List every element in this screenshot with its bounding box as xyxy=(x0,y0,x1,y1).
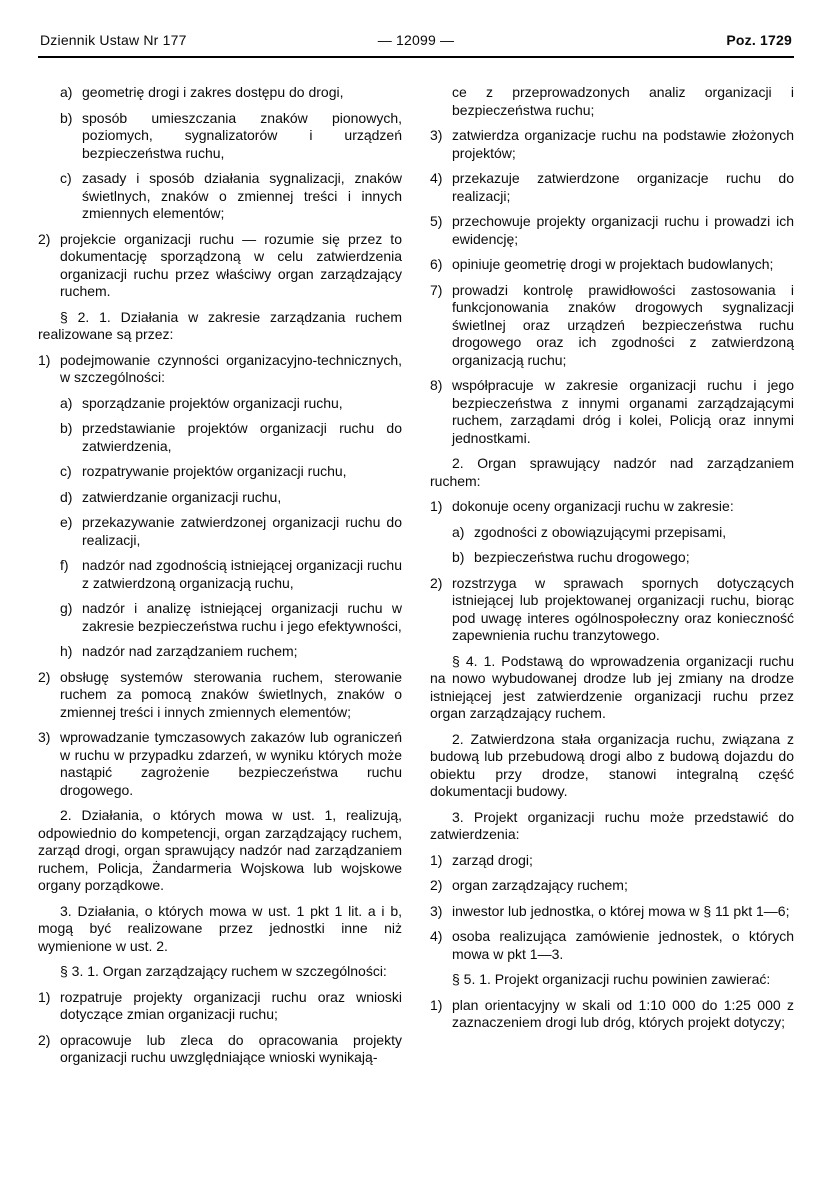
item-text: wprowadzanie tymczasowych zakazów lub ograniczeń w ruchu w przypadku zdarzeń, w wyniku których może nastąpić zagrożenie bezpieczeństwa ruchu drogowego. xyxy=(60,729,402,798)
item-text: nadzór nad zgodnością istniejącej organizacji ruchu z zatwierdzoną organizacją ruchu, xyxy=(82,557,402,591)
item-label: c) xyxy=(60,170,72,186)
numbered-item xyxy=(430,852,794,870)
item-text: rozpatruje projekty organizacji ruchu oraz wnioski dotyczące zmian organizacji ruchu; xyxy=(60,988,402,1022)
item-text: opiniuje geometrię drogi w projektach budowlanych; xyxy=(452,256,774,272)
journal-title: Dziennik Ustaw Nr 177 xyxy=(40,32,187,48)
item-label: 2) xyxy=(38,1031,51,1048)
item-label: b) xyxy=(452,549,465,565)
item-text: projekcie organizacji ruchu — rozumie się przez to dokumentację sporządzoną w celu zatwierdzenia organizacji ruchu przez właściwy organ zarządzający ruchem. xyxy=(60,230,402,299)
item-label: 3) xyxy=(430,127,443,143)
lettered-item xyxy=(430,549,794,567)
item-text: obsługę systemów sterowania ruchem, sterowanie ruchem za pomocą znaków świetlnych, znaków o zmiennej treści i innych zmiennych elementów; xyxy=(60,668,402,720)
item-label: 5) xyxy=(430,213,443,229)
item-text: zatwierdzanie organizacji ruchu, xyxy=(82,488,282,505)
item-text: bezpieczeństwa ruchu drogowego; xyxy=(474,549,690,565)
item-label: h) xyxy=(60,643,73,659)
item-label: 6) xyxy=(430,256,443,272)
item-text: sposób umieszczania znaków pionowych, poziomych, sygnalizatorów i urządzeń bezpieczeństwa ruchu, xyxy=(82,109,402,161)
item-text: zatwierdza organizacje ruchu na podstawie złożonych projektów; xyxy=(452,127,794,161)
item-label: 1) xyxy=(430,498,443,514)
item-text: inwestor lub jednostka, o której mowa w § 11 pkt 1—6; xyxy=(452,902,790,919)
item-label: b) xyxy=(60,420,73,436)
numbered-item xyxy=(38,1032,402,1067)
numbered-item xyxy=(430,928,794,963)
item-text: prowadzi kontrolę prawidłowości zastosowania i funkcjonowania znaków drogowych sygnalizacji świetlnej oraz urządzeń bezpieczeństwa ruchu drogowego oraz ich zgodności z zatwierdzoną organizacją ruchu; xyxy=(452,281,794,368)
item-label: 1) xyxy=(430,851,443,868)
numbered-item xyxy=(430,877,794,895)
item-label: a) xyxy=(452,523,465,540)
item-label: c) xyxy=(60,463,72,479)
item-text: przechowuje projekty organizacji ruchu i prowadzi ich ewidencję; xyxy=(452,213,794,247)
item-label: f) xyxy=(60,557,69,573)
numbered-item xyxy=(430,377,794,447)
document-body xyxy=(38,84,794,1075)
item-label: 3) xyxy=(38,729,51,745)
lettered-item xyxy=(38,463,402,481)
paragraph: § 3. 1. Organ zarządzający ruchem w szczególności: xyxy=(60,963,387,979)
item-text: przedstawianie projektów organizacji ruchu do zatwierdzenia, xyxy=(82,420,402,454)
item-label: 1) xyxy=(430,996,443,1013)
lettered-item xyxy=(38,420,402,455)
lettered-item xyxy=(38,514,402,549)
left-column xyxy=(38,84,402,1075)
lettered-item xyxy=(38,84,402,102)
item-text: przekazuje zatwierdzone organizacje ruchu do realizacji; xyxy=(452,170,794,204)
item-label: 1) xyxy=(38,351,51,368)
item-text: organ zarządzający ruchem; xyxy=(452,877,628,893)
paragraph: 3. Działania, o których mowa w ust. 1 pkt 1 lit. a i b, mogą być realizowane przez jednostki inne niż wymienione w ust. 2. xyxy=(38,902,402,954)
paragraph: 2. Zatwierdzona stała organizacja ruchu, związana z budową lub przebudową drogi albo z budową dojazdu do obiektu przy drodze, stanowi integralną część dokumentacji budowy. xyxy=(430,730,794,799)
item-label: 1) xyxy=(38,988,51,1005)
item-label: e) xyxy=(60,514,73,530)
paragraph: 2. Organ sprawujący nadzór nad zarządzaniem ruchem: xyxy=(430,455,794,489)
item-label: 2) xyxy=(430,574,443,591)
item-label: a) xyxy=(60,394,73,411)
paragraph: 3. Projekt organizacji ruchu może przedstawić do zatwierdzenia: xyxy=(430,808,794,842)
item-text: geometrię drogi i zakres dostępu do drogi, xyxy=(82,84,344,100)
item-text: sporządzanie projektów organizacji ruchu, xyxy=(82,394,343,411)
item-text: zasady i sposób działania sygnalizacji, znaków świetlnych, znaków o zmiennej treści i innych zmiennych elementów; xyxy=(82,170,402,221)
paragraph: 2. Działania, o których mowa w ust. 1, realizują, odpowiednio do kompetencji, organ zarządzający ruchem, zarząd drogi, organ sprawujący nadzór nad zarządzaniem ruchem, Policja, Żandarmeria Wojskowa lub wojskowe organy porządkowe. xyxy=(38,807,402,893)
paragraph: § 2. 1. Działania w zakresie zarządzania ruchem realizowane są przez: xyxy=(38,308,402,342)
numbered-item xyxy=(38,352,402,387)
item-text: rozstrzyga w sprawach spornych dotyczących istniejącej lub projektowanej organizacji ruchu, biorąc pod uwagę interes ogólnospołeczny oraz konieczność zapewnienia ruchu tranzytowego. xyxy=(452,574,794,643)
numbered-item xyxy=(430,170,794,205)
item-text: osoba realizująca zamówienie jednostek, o których mowa w pkt 1—3. xyxy=(452,928,794,962)
item-text: nadzór i analizę istniejącej organizacji ruchu w zakresie bezpieczeństwa ruchu i jego efektywności, xyxy=(82,600,402,634)
item-label: g) xyxy=(60,600,73,616)
paragraph: § 4. 1. Podstawą do wprowadzenia organizacji ruchu na nowo wybudowanej drodze lub jej zmiany na drodze istniejącej jest zatwierdzenie organizacji ruchu przez organ zarządzający ruchem. xyxy=(430,652,794,721)
item-label: 2) xyxy=(38,230,51,247)
numbered-item xyxy=(430,213,794,248)
numbered-item xyxy=(430,997,794,1032)
item-label: 4) xyxy=(430,170,443,186)
item-text: współpracuje w zakresie organizacji ruchu i jego bezpieczeństwa z innymi organami zarządzającymi ruchem, zarządami dróg i kolei, Policją oraz innymi jednostkami. xyxy=(452,377,794,446)
header-rule xyxy=(38,56,794,58)
item-label: 7) xyxy=(430,281,443,298)
lettered-item xyxy=(38,489,402,507)
numbered-item xyxy=(430,498,794,516)
item-label: b) xyxy=(60,109,73,126)
numbered-item xyxy=(430,903,794,921)
lettered-item xyxy=(38,643,402,661)
page-number: — 12099 — xyxy=(377,32,455,48)
item-label: 2) xyxy=(430,877,443,893)
lettered-item xyxy=(38,600,402,635)
lettered-item xyxy=(38,170,402,223)
item-text: plan orientacyjny w skali od 1:10 000 do 1:25 000 z zaznaczeniem drogi lub dróg, których projekt dotyczy; xyxy=(452,996,794,1030)
lettered-item xyxy=(38,395,402,413)
continuation-paragraph: ce z przeprowadzonych analiz organizacji i bezpieczeństwa ruchu; xyxy=(452,84,794,118)
paragraph: § 5. 1. Projekt organizacji ruchu powinien zawierać: xyxy=(452,971,771,987)
numbered-item xyxy=(38,231,402,301)
lettered-item xyxy=(430,524,794,542)
lettered-item xyxy=(38,110,402,163)
numbered-item xyxy=(430,575,794,645)
item-label: 2) xyxy=(38,668,51,685)
item-text: dokonuje oceny organizacji ruchu w zakresie: xyxy=(452,498,734,514)
item-text: nadzór nad zarządzaniem ruchem; xyxy=(82,643,298,659)
page-header xyxy=(38,30,794,56)
numbered-item xyxy=(430,256,794,274)
lettered-item xyxy=(38,557,402,592)
numbered-item xyxy=(38,729,402,799)
item-text: przekazywanie zatwierdzonej organizacji ruchu do realizacji, xyxy=(82,514,402,548)
right-column xyxy=(430,84,794,1075)
item-label: 4) xyxy=(430,928,443,944)
item-text: zarząd drogi; xyxy=(452,851,533,868)
numbered-item xyxy=(38,669,402,722)
item-text: rozpatrywanie projektów organizacji ruchu, xyxy=(82,463,347,479)
item-text: opracowuje lub zleca do opracowania projekty organizacji ruchu uwzględniające wnioski wynikają- xyxy=(60,1031,402,1065)
item-label: 3) xyxy=(430,902,443,919)
numbered-item xyxy=(38,989,402,1024)
numbered-item xyxy=(430,282,794,370)
item-label: a) xyxy=(60,84,73,100)
item-text: podejmowanie czynności organizacyjno-technicznych, w szczególności: xyxy=(60,351,402,385)
numbered-item xyxy=(430,127,794,162)
item-label: 8) xyxy=(430,377,443,393)
item-label: d) xyxy=(60,488,73,505)
item-text: zgodności z obowiązującymi przepisami, xyxy=(474,523,727,540)
position-number: Poz. 1729 xyxy=(726,32,793,48)
